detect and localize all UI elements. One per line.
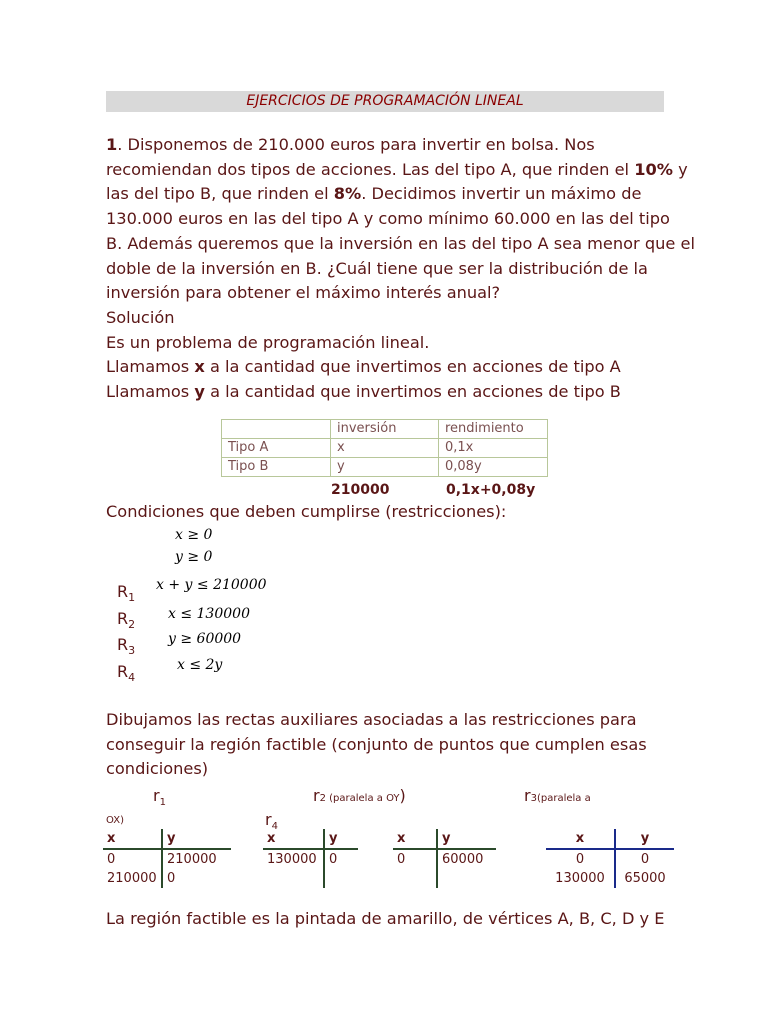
aux-label-r3-cont: OX) bbox=[106, 815, 124, 826]
investment-table bbox=[221, 419, 548, 477]
problem-number: 1 bbox=[106, 135, 118, 154]
table-row: 130000 65000 bbox=[546, 869, 674, 888]
aux-lines-text: Dibujamos las rectas auxiliares asociadas a las restricciones para conseguir la región factible (conjunto de puntos que cumplen esas condiciones) bbox=[106, 710, 647, 778]
table-row: Tipo B y 0,08y bbox=[222, 458, 548, 477]
table-header-row: inversión rendimiento bbox=[222, 420, 548, 439]
constraint-y-nonneg: y ≥ 0 bbox=[175, 549, 213, 565]
page-title: EJERCICIOS DE PROGRAMACIÓN LINEAL bbox=[106, 91, 664, 112]
constraint-x-nonneg: x ≥ 0 bbox=[175, 527, 213, 543]
var-x-definition: Llamamos x a la cantidad que invertimos en acciones de tipo A bbox=[106, 357, 621, 377]
var-y-definition: Llamamos y a la cantidad que invertimos en acciones de tipo B bbox=[106, 382, 621, 402]
aux-table-r1: x y 0 210000 210000 0 bbox=[103, 829, 231, 888]
aux-label-r2: r2 (paralela a OY) bbox=[313, 786, 406, 805]
solution-label: Solución bbox=[106, 307, 175, 327]
table-row: 210000 0 bbox=[103, 869, 231, 888]
final-statement: La región factible es la pintada de amarillo, de vértices A, B, C, D y E bbox=[106, 909, 665, 928]
r4-label: $R_4$ bbox=[117, 662, 136, 685]
aux-table-r3: x y 0 60000 bbox=[393, 829, 496, 888]
conditions-label: Condiciones que deben cumplirse (restricciones): bbox=[106, 502, 507, 521]
total-return: 0,1x+0,08y bbox=[446, 482, 536, 498]
aux-label-r3: r3(paralela a bbox=[524, 786, 591, 805]
constraint-r2: x ≤ 130000 bbox=[168, 606, 250, 622]
aux-table-r2: x y 130000 0 bbox=[263, 829, 358, 888]
r3-label: $R_3$ bbox=[117, 635, 136, 658]
problem-statement: 1. Disponemos de 210.000 euros para invertir en bolsa. Nos recomiendan dos tipos de acciones. Las del tipo A, que rinden el 10% y las del tipo B, que rinden el 8%. Decidimos invertir un máximo de 130.000 euros en las del tipo A y como mínimo 60.000 en las del tipo B. Además queremos que la inversión en las del tipo A sea menor que el doble de la inversión en B. ¿Cuál tiene que ser la distribución de la inversión para obtener el máximo interés anual? Solución Es un problema de programación lineal. Llamamos x a la cantidad que invertimos en acciones de tipo A Llamamos y a la cantidad que invertimos en acciones de tipo B bbox=[106, 133, 676, 405]
aux-table-r4: x y 0 0 130000 65000 bbox=[546, 829, 674, 888]
aux-label-r1: $r_1$ bbox=[153, 786, 166, 809]
constraint-r3: y ≥ 60000 bbox=[168, 631, 242, 647]
intro-text: Es un problema de programación lineal. bbox=[106, 332, 430, 352]
total-investment: 210000 bbox=[331, 482, 390, 498]
table-row: 0 0 bbox=[546, 849, 674, 869]
r2-label: $R_2$ bbox=[117, 609, 136, 632]
table-row: 130000 0 bbox=[263, 849, 358, 869]
constraint-r1: x + y ≤ 210000 bbox=[156, 577, 267, 593]
r1-label: $R_1$ bbox=[117, 582, 136, 605]
table-row: 0 60000 bbox=[393, 849, 496, 869]
aux-label-r4: $r_4$ bbox=[265, 810, 278, 833]
table-row: 0 210000 bbox=[103, 849, 231, 869]
constraint-r4: x ≤ 2y bbox=[177, 657, 223, 673]
table-row: Tipo A x 0,1x bbox=[222, 439, 548, 458]
